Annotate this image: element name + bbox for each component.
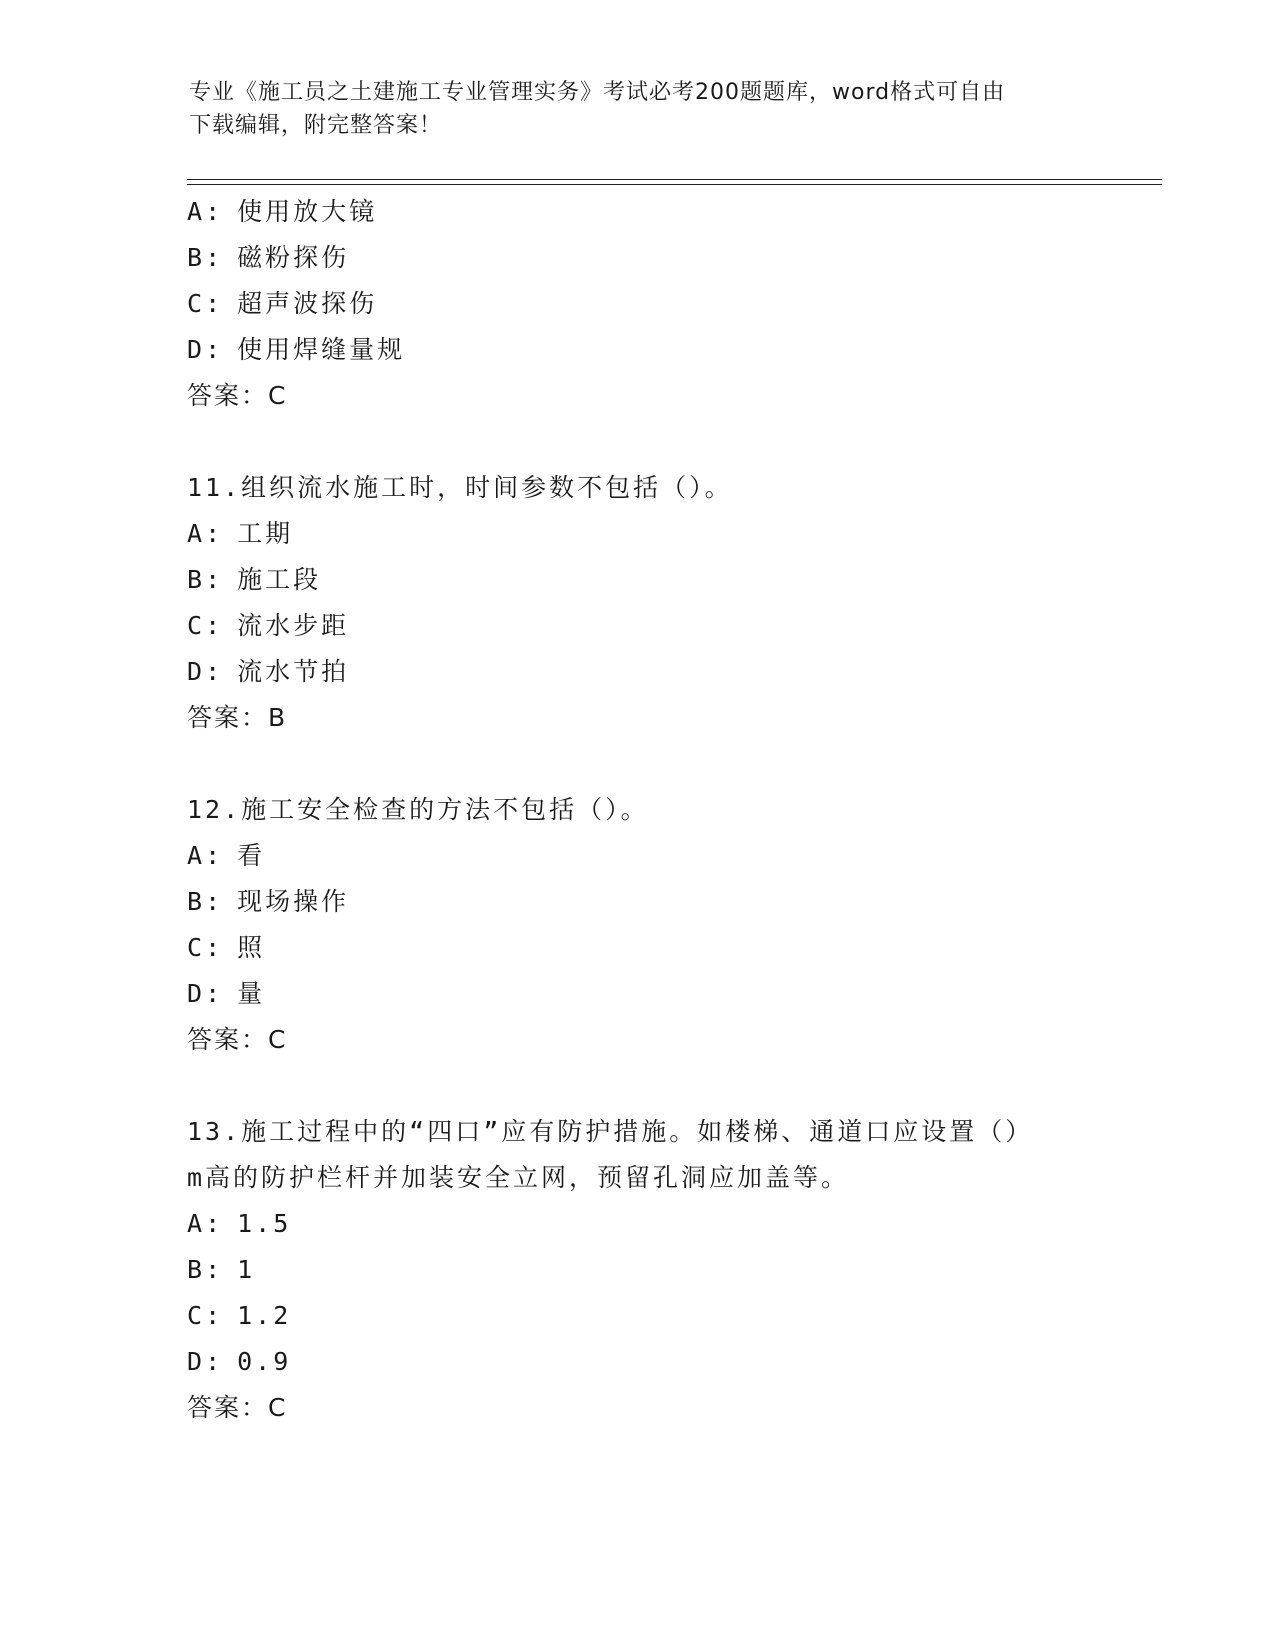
question-10-continued [187, 189, 1087, 419]
answer-line: 答案：B [187, 703, 288, 732]
header-divider-bottom [187, 184, 1162, 185]
option-c: C: 照 [187, 933, 266, 962]
option-a: A: 1.5 [187, 1209, 292, 1238]
header-line-1: 专业《施工员之土建施工专业管理实务》考试必考200题题库，word格式可自由 [189, 80, 1006, 105]
option-a: A: 工期 [187, 519, 294, 548]
option-b: B: 1 [187, 1255, 256, 1284]
question-stem-line-1: 13.施工过程中的“四口”应有防护措施。如楼梯、通道口应设置（） [187, 1117, 1034, 1146]
option-a: A: 看 [187, 841, 266, 870]
answer-line: 答案：C [187, 381, 288, 410]
question-stem-line-2: m高的防护栏杆并加装安全立网，预留孔洞应加盖等。 [187, 1163, 850, 1192]
spacer [187, 419, 1087, 465]
answer-line: 答案：C [187, 1393, 288, 1422]
question-12 [187, 787, 1087, 1063]
header-divider-top [187, 179, 1162, 180]
option-d: D: 量 [187, 979, 266, 1008]
option-d: D: 流水节拍 [187, 657, 350, 686]
spacer [187, 741, 1087, 787]
option-c: C: 超声波探伤 [187, 289, 378, 318]
question-list [187, 189, 1087, 1431]
option-b: B: 施工段 [187, 565, 322, 594]
question-stem: 11.组织流水施工时，时间参数不包括（）。 [187, 473, 733, 502]
option-d: D: 0.9 [187, 1347, 292, 1376]
question-stem: 12.施工安全检查的方法不包括（）。 [187, 795, 649, 824]
option-a: A: 使用放大镜 [187, 197, 378, 226]
option-b: B: 现场操作 [187, 887, 350, 916]
question-11 [187, 465, 1087, 741]
option-b: B: 磁粉探伤 [187, 243, 350, 272]
spacer [187, 1063, 1087, 1109]
answer-line: 答案：C [187, 1025, 288, 1054]
option-c: C: 1.2 [187, 1301, 292, 1330]
question-13 [187, 1109, 1087, 1431]
header-line-2: 下载编辑，附完整答案！ [189, 113, 443, 138]
document-header [189, 76, 1089, 142]
option-d: D: 使用焊缝量规 [187, 335, 406, 364]
option-c: C: 流水步距 [187, 611, 350, 640]
